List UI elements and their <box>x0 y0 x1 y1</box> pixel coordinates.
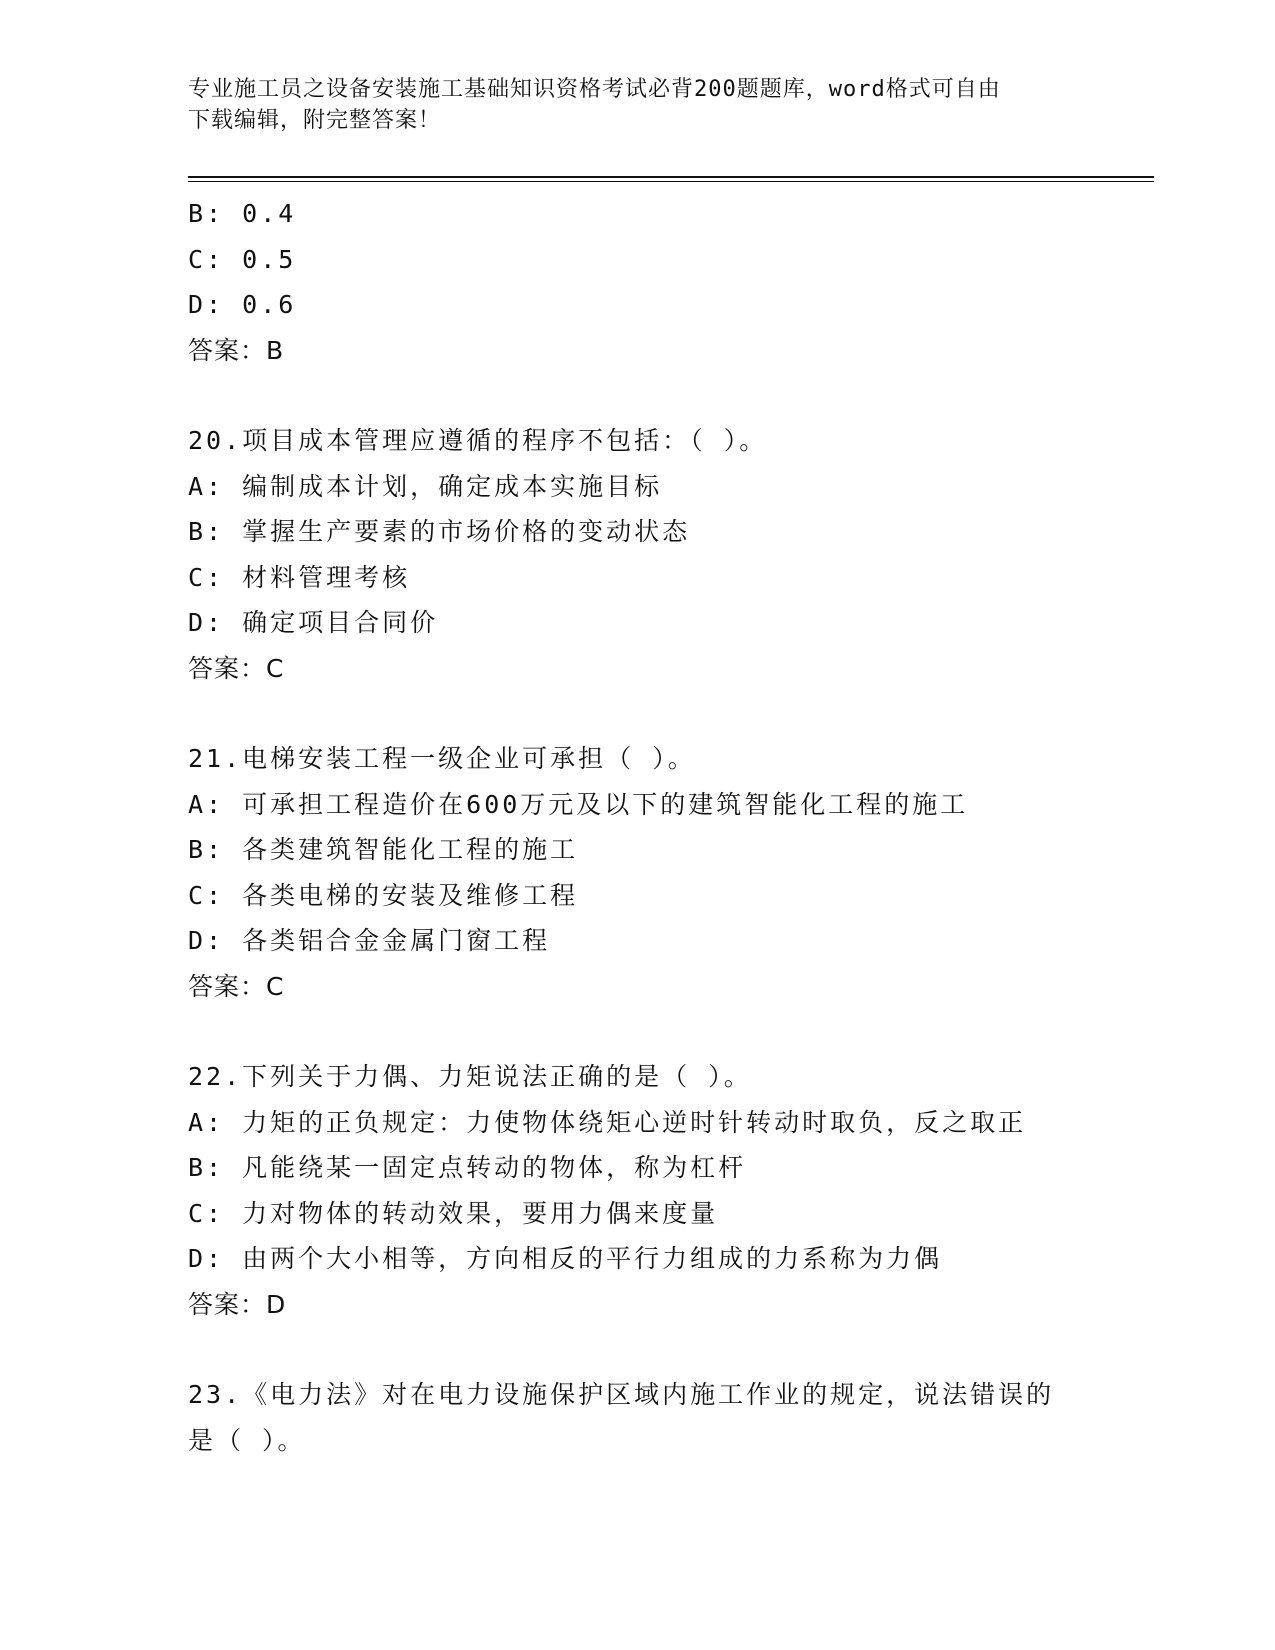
document-header <box>188 74 1068 136</box>
header-rule-thick <box>188 176 1154 178</box>
answer-text: 答案：C <box>188 971 285 1001</box>
option-b: B: 凡能绕某一固定点转动的物体，称为杠杆 <box>188 1153 747 1182</box>
question-21-block <box>188 736 1088 1009</box>
option-b: B: 掌握生产要素的市场价格的变动状态 <box>188 517 691 546</box>
answer-text: 答案：B <box>188 335 285 365</box>
spacer <box>188 1009 1088 1054</box>
option-d: D: 由两个大小相等，方向相反的平行力组成的力系称为力偶 <box>188 1244 943 1273</box>
option-b: B: 各类建筑智能化工程的施工 <box>188 835 579 864</box>
spacer <box>188 1327 1088 1372</box>
option-c: C: 材料管理考核 <box>188 562 411 592</box>
question-19-block <box>188 191 1088 373</box>
answer-text: 答案：D <box>188 1289 287 1319</box>
answer-text: 答案：C <box>188 653 285 683</box>
option-a: A: 力矩的正负规定：力使物体绕矩心逆时针转动时取负，反之取正 <box>188 1107 1027 1137</box>
header-rule-thin <box>188 181 1154 182</box>
question-23-block <box>188 1372 1088 1463</box>
question-list <box>188 191 1088 1463</box>
question-22-block <box>188 1054 1088 1327</box>
option-d: D: 确定项目合同价 <box>188 608 439 637</box>
question-text-line-1: 23.《电力法》对在电力设施保护区域内施工作业的规定，说法错误的 <box>188 1380 1055 1409</box>
option-d: D: 0.6 <box>188 290 297 319</box>
question-text: 22.下列关于力偶、力矩说法正确的是（ ）。 <box>188 1062 752 1091</box>
option-c: C: 0.5 <box>188 244 297 274</box>
question-text-line-2: 是（ ）。 <box>188 1425 306 1455</box>
option-a: A: 编制成本计划，确定成本实施目标 <box>188 471 663 501</box>
option-a: A: 可承担工程造价在600万元及以下的建筑智能化工程的施工 <box>188 789 969 819</box>
spacer <box>188 691 1088 736</box>
header-line-1: 专业施工员之设备安装施工基础知识资格考试必背200题题库，word格式可自由 <box>188 77 1001 102</box>
question-text: 20.项目成本管理应遵循的程序不包括：（ ）。 <box>188 426 768 455</box>
option-c: C: 力对物体的转动效果，要用力偶来度量 <box>188 1198 719 1228</box>
option-d: D: 各类铝合金金属门窗工程 <box>188 926 551 955</box>
option-c: C: 各类电梯的安装及维修工程 <box>188 880 579 910</box>
question-text: 21.电梯安装工程一级企业可承担（ ）。 <box>188 744 696 773</box>
header-line-2: 下载编辑，附完整答案！ <box>188 108 442 133</box>
option-b: B: 0.4 <box>188 199 297 228</box>
spacer <box>188 373 1088 418</box>
question-20-block <box>188 418 1088 691</box>
